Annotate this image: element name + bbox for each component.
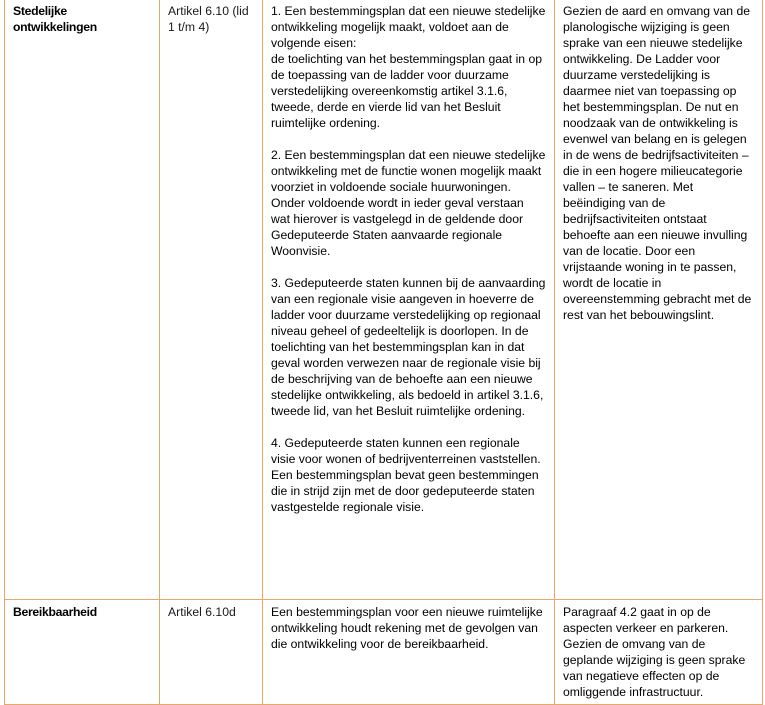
regulation-table: [4, 0, 763, 705]
paragraph-1: 1. Een bestemmingsplan dat een nieuwe stedelijke ontwikkeling mogelijk maakt, voldoet aan de volgende eisen: de toelichting van het bestemmingsplan gaat in op de toepassing van de ladder voor duurzame verstedelijking overeenkomstig artikel 3.1.6, tweede, derde en vierde lid van het Besluit ruimtelijke ordening.: [271, 4, 546, 130]
paragraph-3: 3. Gedeputeerde staten kunnen bij de aanvaarding van een regionale visie aangeven in hoeverre de ladder voor duurzame verstedelijking op regionaal niveau geheel of gedeeltelijk is doorlopen. In de toelichting van het bestemmingsplan kan in dat geval worden verwezen naar de regionale visie bij de beschrijving van de behoefte aan een nieuwe stedelijke ontwikkeling, als bedoeld in artikel 3.1.6, tweede lid, van het Besluit ruimtelijke ordening.: [271, 276, 546, 418]
article-cell: Artikel 6.10 (lid 1 t/m 4): [160, 0, 263, 600]
table-row: [5, 600, 763, 705]
remark-cell: Paragraaf 4.2 gaat in op de aspecten verkeer en parkeren. Gezien de omvang van de geplande wijziging is geen sprake van negatieve effecten op de omliggende infrastructuur.: [555, 600, 763, 705]
paragraph-2: 2. Een bestemmingsplan dat een nieuwe stedelijke ontwikkeling met de functie wonen mogelijk maakt voorziet in voldoende sociale huurwoningen. Onder voldoende wordt in ieder geval verstaan wat hierover is vastgelegd in de geldende door Gedeputeerde Staten aanvaarde regionale Woonvisie.: [271, 148, 546, 258]
remark-cell: Gezien de aard en omvang van de planologische wijziging is geen sprake van een nieuwe stedelijke ontwikkeling. De Ladder voor duurzame verstedelijking is daarmee niet van toepassing op het bestemmingsplan. De nut en noodzaak van de ontwikkeling is evenwel van belang en is gelegen in de wens de bedrijfsactiviteiten – die in een hogere milieucategorie vallen – te saneren. Met beëindiging van de bedrijfsactiviteiten ontstaat behoefte aan een nieuwe invulling van de locatie. Door een vrijstaande woning in te passen, wordt de locatie in overeenstemming gebracht met de rest van het bebouwingslint.: [555, 0, 763, 600]
text-cell: [263, 600, 555, 705]
text-cell: [263, 0, 555, 600]
table-row: [5, 0, 763, 600]
article-cell: Artikel 6.10d: [160, 600, 263, 705]
topic-cell: Bereikbaarheid: [5, 600, 160, 705]
paragraph-1: Een bestemmingsplan voor een nieuwe ruimtelijke ontwikkeling houdt rekening met de gevolgen van die ontwikkeling voor de bereikbaarheid.: [271, 605, 543, 651]
paragraph-4: 4. Gedeputeerde staten kunnen een regionale visie voor wonen of bedrijventerreinen vaststellen. Een bestemmingsplan bevat geen bestemmingen die in strijd zijn met de door gedeputeerde staten vastgestelde regionale visie.: [271, 436, 541, 514]
topic-cell: Stedelijke ontwikkelingen: [5, 0, 160, 600]
